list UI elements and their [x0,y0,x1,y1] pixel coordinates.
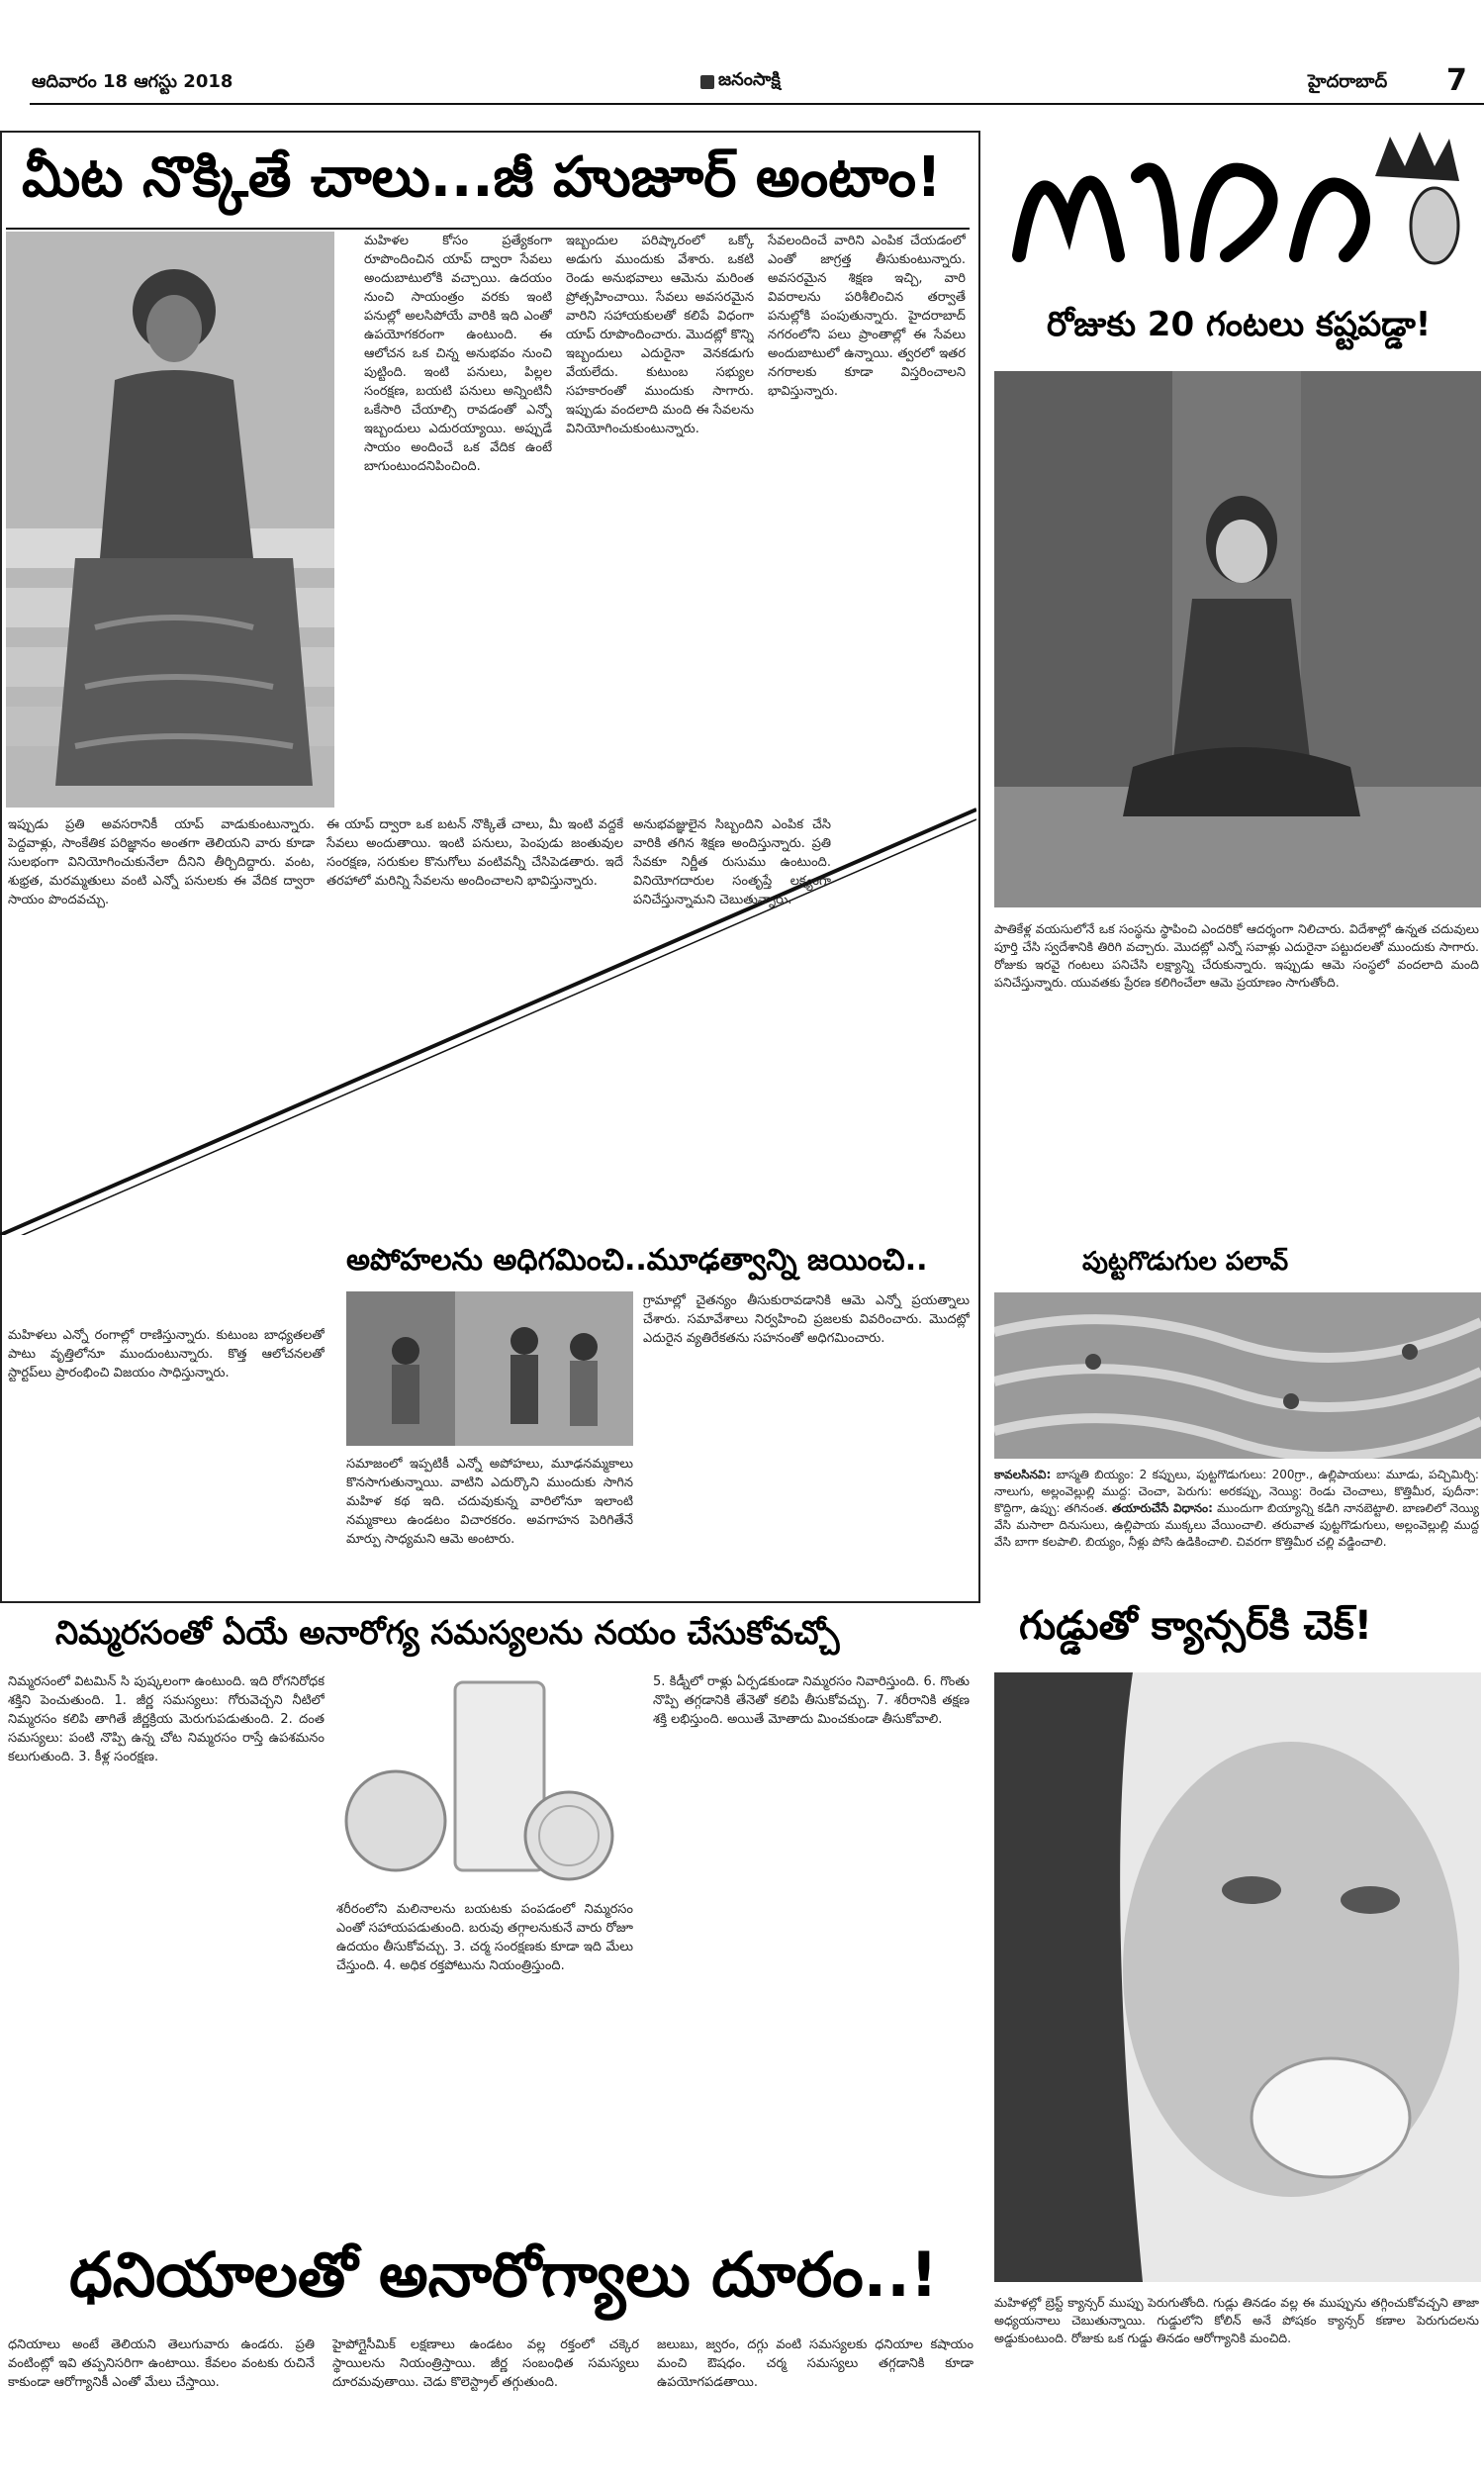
city-name: హైదరాబాద్ [1308,71,1388,92]
apohalu-col-2: గ్రామాల్లో చైతన్యం తీసుకురావడానికి ఆమె ఎన్నో ప్రయత్నాలు చేశారు. సమావేశాలు నిర్వహించి ప్రజలకు వివరించారు. మొదట్లో ఎదురైన వ్యతిరేకతను సహనంతో అధిగమించారు. [643,1293,970,1346]
recipe-method: ముందుగా బియ్యాన్ని కడిగి నానబెట్టాలి. బాణలిలో నెయ్యి వేసి మసాలా దినుసులు, ఉల్లిపాయ ముక్కలు వేయించాలి. తరువాత పుట్టగొడుగులు, అల్లంవెల్లుల్లి ముద్ద వేసి బాగా కలపాలి. బియ్యం, నీళ్లు పోసి ఉడికించాలి. చివరగా కొత్తిమీర చల్లి వడ్డించాలి. [994,1501,1479,1549]
lead-headline-rule [6,228,970,230]
coriander-col-1: ధనియాలు అంటే తెలియని తెలుగువారు ఉండరు. ప్రతి వంటింట్లో ఇవి తప్పనిసరిగా ఉంటాయి. కేవలం వంటకు రుచినే కాకుండా ఆరోగ్యానికీ ఎంతో మేలు చేస్తాయి. [8,2337,315,2390]
cancer-photo [994,1672,1481,2282]
mahila-logo [999,117,1474,287]
lead-col-1: మహిళల కోసం ప్రత్యేకంగా రూపొందించిన యాప్ ద్వారా సేవలు అందుబాటులోకి వచ్చాయి. ఉదయం నుంచి సాయంత్రం వరకు ఇంటి పనుల్లో అలసిపోయే వారికి ఇది ఎంతో ఉపయోగకరంగా ఉంటుంది. ఈ ఆలోచన ఒక చిన్న అనుభవం నుంచి పుట్టింది. ఇంటి పనులు, పిల్లల సంరక్షణ, బయటి పనులు అన్నింటినీ ఒకేసారి చేయాల్సి రావడంతో ఎన్నో ఇబ్బందులు ఎదురయ్యాయి. అప్పుడే సాయం అందించే ఒక వేదిక ఉంటే బాగుంటుందనిపించింది. [364,234,552,474]
recipe-method-label: తయారుచేసే విధానం: [1111,1501,1213,1515]
lead-bottom-left-text: మహిళలు ఎన్నో రంగాల్లో రాణిస్తున్నారు. కుటుంబ బాధ్యతలతో పాటు వృత్తిలోనూ ముందుంటున్నారు. కొత్త ఆలోచనలతో స్టార్టప్‌లు ప్రారంభించి విజయం సాధిస్తున్నారు. [8,1328,325,1380]
lead-col-4: ఇప్పుడు ప్రతి అవసరానికీ యాప్ వాడుకుంటున్నారు. పెద్దవాళ్లు, సాంకేతిక పరిజ్ఞానం అంతగా తెలియని వారు కూడా సులభంగా వినియోగించుకునేలా దీనిని తీర్చిదిద్దారు. వంట, శుభ్రత, మరమ్మతులు వంటి ఎన్నో పనులకు ఈ వేదిక ద్వారా సాయం పొందవచ్చు. [8,817,315,907]
lemon-col-3: 5. కిడ్నీలో రాళ్లు ఏర్పడకుండా నిమ్మరసం నివారిస్తుంది. 6. గొంతు నొప్పి తగ్గడానికి తేనెతో కలిపి తీసుకోవచ్చు. 7. శరీరానికి తక్షణ శక్తి లభిస్తుంది. అయితే మోతాదు మించకుండా తీసుకోవాలి. [653,1674,970,1727]
recipe-ingredients: బాస్మతి బియ్యం: 2 కప్పులు, పుట్టగొడుగులు: 200గ్రా., ఉల్లిపాయలు: మూడు, పచ్చిమిర్చి: నాలుగు, అల్లంవెల్లుల్లి ముద్ద: చెంచా, పెరుగు: అరకప్పు, నెయ్యి: రెండు చెంచాలు, కొత్తిమీర, పుదీనా: కొద్దిగా, ఉప్పు: తగినంత. [994,1468,1479,1515]
lemon-photo [336,1672,633,1890]
apohalu-headline: అపోహలను అధిగమించి..మూఢత్వాన్ని జయించి.. [346,1243,928,1278]
lemon-col-1: నిమ్మరసంలో విటమిన్ సి పుష్కలంగా ఉంటుంది. ఇది రోగనిరోధక శక్తిని పెంచుతుంది. 1. జీర్ణ సమస్యలు: గోరువెచ్చని నీటిలో నిమ్మరసం కలిపి తాగితే జీర్ణక్రియ మెరుగుపడుతుంది. 2. దంత సమస్యలు: పంటి నొప్పి ఉన్న చోట నిమ్మరసం రాస్తే ఉపశమనం కలుగుతుంది. 3. కీళ్ల సంరక్షణ. [8,1674,325,1764]
lead-col-6: అనుభవజ్ఞులైన సిబ్బందిని ఎంపిక చేసి వారికి తగిన శిక్షణ అందిస్తున్నారు. ప్రతి సేవకూ నిర్ణీత రుసుము ఉంటుంది. వినియోగదారుల సంతృప్తే లక్ష్యంగా పనిచేస్తున్నామని చెబుతున్నారు. [633,817,831,907]
mahila-headline: రోజుకు 20 గంటలు కష్టపడ్డా! [1047,305,1432,344]
cancer-body: మహిళల్లో బ్రెస్ట్ క్యాన్సర్ ముప్పు పెరుగుతోంది. గుడ్లు తినడం వల్ల ఈ ముప్పును తగ్గించుకోవచ్చని తాజా అధ్యయనాలు చెబుతున్నాయి. గుడ్డులోని కోలిన్ అనే పోషకం క్యాన్సర్ కణాల పెరుగుదలను అడ్డుకుంటుంది. రోజుకు ఒక గుడ్డు తినడం ఆరోగ్యానికి మంచిది. [994,2295,1479,2345]
coriander-col-3: జలుబు, జ్వరం, దగ్గు వంటి సమస్యలకు ధనియాల కషాయం మంచి ఔషధం. చర్మ సమస్యలు తగ్గడానికి కూడా ఉపయోగపడతాయి. [657,2337,974,2390]
cancer-headline: గుడ్డుతో క్యాన్సర్‌కి చెక్! [1019,1603,1372,1649]
apohalu-col-1: సమాజంలో ఇప్పటికీ ఎన్నో అపోహలు, మూఢనమ్మకాలు కొనసాగుతున్నాయి. వాటిని ఎదుర్కొని ముందుకు సాగిన మహిళ కథ ఇది. చదువుకున్న వారిలోనూ ఇలాంటి నమ్మకాలు ఉండటం విచారకరం. అవగాహన పెరిగితేనే మార్పు సాధ్యమని ఆమె అంటారు. [346,1457,633,1547]
mahila-photo [994,371,1481,907]
lead-col-5: ఈ యాప్ ద్వారా ఒక బటన్ నొక్కితే చాలు, మీ ఇంటి వద్దకే సేవలు అందుతాయి. ఇంటి పనులు, పెంపుడు జంతువుల సంరక్షణ, సరుకుల కొనుగోలు వంటివన్నీ చేసిపెడతారు. ఇదే తరహాలో మరిన్ని సేవలను అందించాలని భావిస్తున్నారు. [326,817,623,889]
lead-col-2: ఇబ్బందుల పరిష్కారంలో ఒక్కో అడుగు ముందుకు వేశారు. ఒకటి రెండు అనుభవాలు ఆమెను మరింత ప్రోత్సహించాయి. సేవలు అవసరమైన వారిని సహాయకులతో కలిపే విధంగా యాప్ రూపొందించారు. మొదట్లో కొన్ని ఇబ్బందులు ఎదురైనా వెనకడుగు వేయలేదు. కుటుంబ సభ్యుల సహకారంతో ముందుకు సాగారు. ఇప్పుడు వందలాది మంది ఈ సేవలను వినియోగించుకుంటున్నారు. [566,234,754,436]
coriander-headline: ధనియాలతో అనారోగ్యాలు దూరం..! [69,2238,939,2311]
apohalu-photo [346,1291,633,1446]
lead-headline: మీట నొక్కితే చాలు...జీ హుజూర్ అంటాం! [22,145,942,210]
recipe-photo [994,1292,1481,1459]
lead-photo [6,232,334,808]
mahila-body: పాతికేళ్ల వయసులోనే ఒక సంస్థను స్థాపించి ఎందరికో ఆదర్శంగా నిలిచారు. విదేశాల్లో ఉన్నత చదువులు పూర్తి చేసి స్వదేశానికి తిరిగి వచ్చారు. మొదట్లో ఎన్నో సవాళ్లు ఎదురైనా పట్టుదలతో ముందుకు సాగారు. రోజుకు ఇరవై గంటలు పనిచేసి లక్ష్యాన్ని చేరుకున్నారు. ఇప్పుడు ఆమె సంస్థలో వందలాది మంది పనిచేస్తున్నారు. యువతకు ప్రేరణ కలిగించేలా ఆమె ప్రయాణం సాగుతోంది. [994,921,1479,990]
masthead-logo-icon [700,75,714,89]
masthead-title: జనంసాక్షి [718,69,781,90]
coriander-col-2: హైపోగ్లైసీమిక్ లక్షణాలు ఉండటం వల్ల రక్తంలో చక్కెర స్థాయిలను నియంత్రిస్తాయి. జీర్ణ సంబంధిత సమస్యలు దూరమవుతాయి. చెడు కొలెస్ట్రాల్ తగ్గుతుంది. [332,2337,639,2390]
lead-col-3: సేవలందించే వారిని ఎంపిక చేయడంలో ఎంతో జాగ్రత్త తీసుకుంటున్నారు. అవసరమైన శిక్షణ ఇచ్చి, వారి వివరాలను పరిశీలించిన తర్వాతే పనుల్లోకి పంపుతున్నారు. హైదరాబాద్ నగరంలోని పలు ప్రాంతాల్లో ఈ సేవలు అందుబాటులో ఉన్నాయి. త్వరలో ఇతర నగరాలకు కూడా విస్తరించాలని భావిస్తున్నారు. [768,234,966,399]
masthead [700,69,781,94]
recipe-ingredients-label: కావలసినవి: [994,1468,1052,1481]
issue-date: ఆదివారం 18 ఆగస్టు 2018 [32,71,233,92]
lemon-col-2: శరీరంలోని మలినాలను బయటకు పంపడంలో నిమ్మరసం ఎంతో సహాయపడుతుంది. బరువు తగ్గాలనుకునే వారు రోజూ ఉదయం తీసుకోవచ్చు. 3. చర్మ సంరక్షణకు కూడా ఇది మేలు చేస్తుంది. 4. అధిక రక్తపోటును నియంత్రిస్తుంది. [336,1902,633,1973]
recipe-body [994,1467,1479,1595]
lemon-headline: నిమ్మరసంతో ఏయే అనారోగ్య సమస్యలను నయం చేసుకోవచ్చో [55,1613,840,1652]
page-number: 7 [1446,63,1467,98]
header-rule [30,103,1484,105]
recipe-headline: పుట్టగొడుగుల పలావ్ [1082,1247,1289,1277]
